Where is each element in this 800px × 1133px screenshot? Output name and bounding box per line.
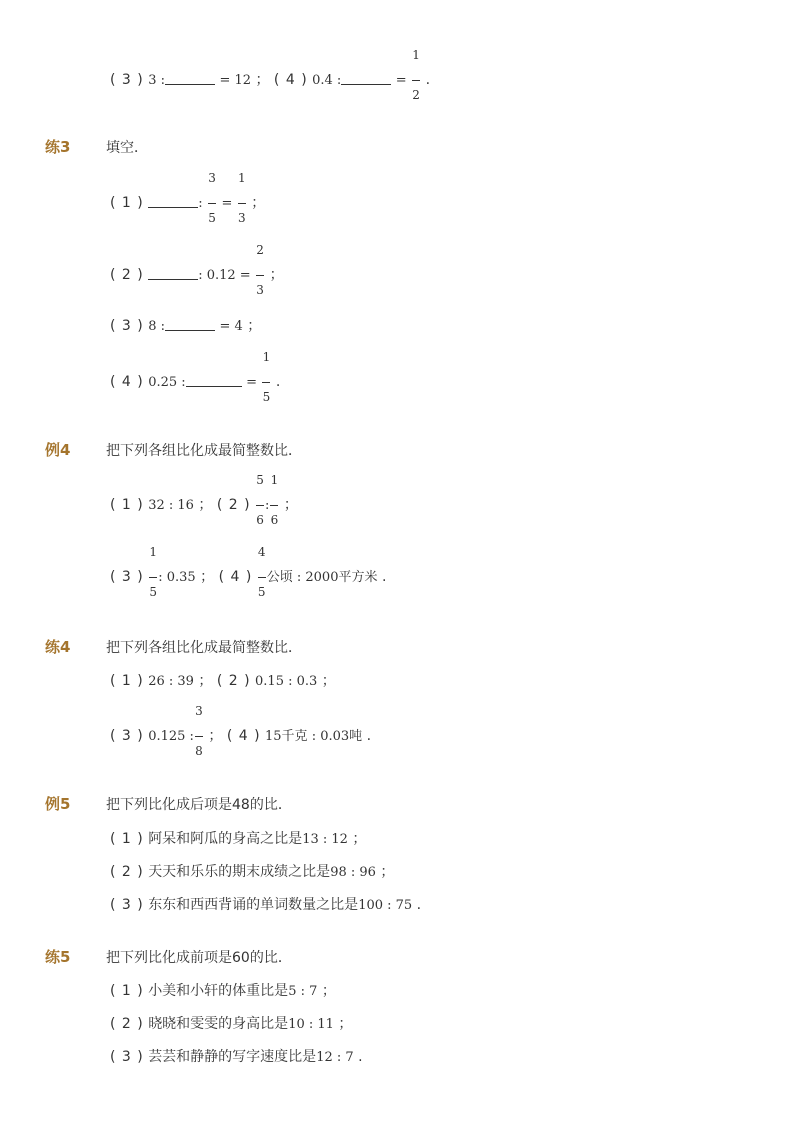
end-punct: . bbox=[275, 374, 281, 390]
item-text: 天天和乐乐的期末成绩之比是 bbox=[148, 864, 331, 880]
expr-text: 0.4 : bbox=[312, 73, 342, 88]
item-label: ( 4 ) bbox=[218, 569, 253, 585]
expr-text: : 0.12 = bbox=[198, 268, 251, 283]
expr-text: 15千克 : 0.03吨 bbox=[265, 729, 363, 744]
section-instruction: 把下列比化成后项是48的比． bbox=[106, 797, 292, 813]
item-text: 芸芸和静静的写字速度比是 bbox=[148, 1049, 317, 1065]
item-label: ( 3 ) bbox=[110, 569, 144, 585]
section-tag-li5: 例5 bbox=[45, 795, 71, 813]
expr-text: = 12 bbox=[219, 73, 252, 88]
expr-text: = bbox=[246, 375, 258, 390]
end-punct: ； bbox=[247, 318, 262, 334]
expr-text: = bbox=[395, 73, 407, 88]
item-label: ( 3 ) bbox=[110, 728, 144, 744]
item-label: ( 3 ) bbox=[110, 72, 144, 88]
separator: ； bbox=[198, 497, 213, 513]
expr-text: : bbox=[198, 196, 203, 211]
fraction: $\frac{2}{3}$ bbox=[256, 243, 264, 297]
item-label: ( 1 ) bbox=[110, 673, 144, 689]
expr-text: = bbox=[221, 196, 233, 211]
item-text: 阿呆和阿瓜的身高之比是 bbox=[148, 831, 303, 847]
item-label: ( 3 ) bbox=[110, 318, 144, 334]
item-text: 东东和西西背诵的单词数量之比是 bbox=[148, 897, 359, 913]
fraction: $\frac{1}{6}$ bbox=[270, 473, 279, 527]
expr-text: : bbox=[265, 498, 270, 513]
end-punct: . bbox=[366, 728, 372, 744]
question-line bbox=[110, 674, 336, 688]
item-label: ( 1 ) bbox=[110, 983, 144, 999]
answer-blank[interactable] bbox=[148, 195, 198, 208]
question-line bbox=[110, 350, 281, 404]
end-punct: . bbox=[425, 72, 431, 88]
section-tag-lian4: 练4 bbox=[45, 638, 71, 656]
item-label: ( 2 ) bbox=[216, 673, 251, 689]
answer-blank[interactable] bbox=[148, 267, 198, 280]
item-text: 晓晓和雯雯的身高比是 bbox=[148, 1016, 289, 1032]
fraction: $\frac{1}{5}$ bbox=[149, 545, 158, 599]
question-line bbox=[110, 473, 298, 527]
item-text: 小美和小轩的体重比是 bbox=[148, 983, 289, 999]
fraction: $\frac{3}{8}$ bbox=[195, 704, 203, 758]
separator: ； bbox=[255, 72, 270, 88]
question-line bbox=[110, 704, 372, 758]
item-label: ( 1 ) bbox=[110, 831, 144, 847]
item-label: ( 2 ) bbox=[110, 864, 144, 880]
section-instruction: 把下列比化成前项是60的比． bbox=[106, 950, 292, 966]
expr-text: 3 : bbox=[148, 73, 165, 88]
end-punct: . bbox=[358, 1049, 363, 1065]
section-instruction: 把下列各组比化成最简整数比． bbox=[106, 443, 302, 459]
answer-blank[interactable] bbox=[165, 318, 215, 331]
item-label: ( 2 ) bbox=[216, 497, 251, 513]
expr-text: 32 : 16 bbox=[148, 498, 194, 513]
section-instruction: 把下列各组比化成最简整数比． bbox=[106, 640, 302, 656]
separator: ； bbox=[200, 569, 215, 585]
answer-blank[interactable] bbox=[341, 72, 391, 85]
expr-text: 0.25 : bbox=[148, 375, 186, 390]
expr-text: = 4 bbox=[219, 319, 243, 334]
question-line bbox=[110, 243, 284, 297]
item-label: ( 4 ) bbox=[226, 728, 261, 744]
separator: ； bbox=[198, 673, 213, 689]
ratio-text: 13 : 12 bbox=[302, 832, 348, 847]
item-label: ( 1 ) bbox=[110, 497, 144, 513]
item-label: ( 4 ) bbox=[110, 374, 144, 390]
answer-blank[interactable] bbox=[165, 72, 215, 85]
ratio-text: 5 : 7 bbox=[288, 984, 318, 999]
section-tag-lian5: 练5 bbox=[45, 948, 71, 966]
carry-line bbox=[110, 48, 431, 102]
section-tag-li4: 例4 bbox=[45, 441, 71, 459]
expr-text: 8 : bbox=[148, 319, 165, 334]
answer-blank[interactable] bbox=[186, 374, 242, 387]
end-punct: ； bbox=[321, 983, 336, 999]
section-tag-lian3: 练3 bbox=[45, 138, 71, 156]
end-punct: ； bbox=[251, 195, 266, 211]
end-punct: ； bbox=[321, 673, 336, 689]
item-label: ( 3 ) bbox=[110, 1049, 144, 1065]
list-item bbox=[110, 984, 336, 998]
expr-text: : 0.35 bbox=[158, 570, 196, 585]
fraction: $\frac{1}{2}$ bbox=[412, 48, 420, 102]
end-punct: ； bbox=[283, 497, 298, 513]
list-item bbox=[110, 1017, 352, 1031]
fraction: $\frac{1}{3}$ bbox=[238, 171, 246, 225]
end-punct: ； bbox=[269, 267, 284, 283]
ratio-text: 12 : 7 bbox=[316, 1050, 354, 1065]
expr-text: 0.125 : bbox=[148, 729, 194, 744]
item-label: ( 4 ) bbox=[273, 72, 308, 88]
expr-text: 公顷 : 2000平方米 bbox=[266, 570, 378, 585]
ratio-text: 98 : 96 bbox=[330, 865, 376, 880]
fraction: $\frac{1}{5}$ bbox=[262, 350, 271, 404]
list-item bbox=[110, 1050, 363, 1064]
fraction: $\frac{3}{5}$ bbox=[208, 171, 216, 225]
expr-text: 26 : 39 bbox=[148, 674, 194, 689]
end-punct: ； bbox=[380, 864, 395, 880]
list-item bbox=[110, 832, 366, 846]
item-label: ( 1 ) bbox=[110, 195, 144, 211]
fraction: $\frac{4}{5}$ bbox=[257, 545, 266, 599]
separator: ； bbox=[208, 728, 223, 744]
ratio-text: 10 : 11 bbox=[288, 1017, 334, 1032]
fraction: $\frac{5}{6}$ bbox=[256, 473, 264, 527]
item-label: ( 3 ) bbox=[110, 897, 144, 913]
question-line bbox=[110, 545, 387, 599]
ratio-text: 100 : 75 bbox=[358, 898, 413, 913]
item-label: ( 2 ) bbox=[110, 267, 144, 283]
question-line bbox=[110, 318, 261, 333]
end-punct: ； bbox=[338, 1016, 353, 1032]
expr-text: 0.15 : 0.3 bbox=[255, 674, 318, 689]
end-punct: . bbox=[416, 897, 422, 913]
section-instruction: 填空． bbox=[106, 140, 148, 156]
item-label: ( 2 ) bbox=[110, 1016, 144, 1032]
question-line bbox=[110, 171, 266, 225]
end-punct: ； bbox=[352, 831, 367, 847]
end-punct: . bbox=[381, 569, 387, 585]
list-item bbox=[110, 865, 394, 879]
list-item bbox=[110, 898, 421, 912]
